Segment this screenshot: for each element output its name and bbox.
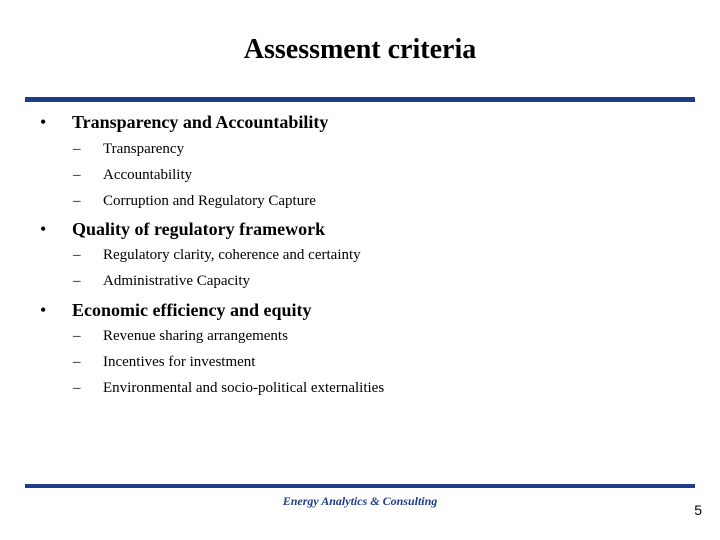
sub-item (73, 245, 361, 265)
dash-marker: – (73, 380, 81, 396)
bullet-heading: Economic efficiency and equity (72, 300, 312, 320)
sub-item-label: Accountability (103, 167, 193, 183)
dash-marker: – (73, 141, 81, 157)
dash-marker: – (73, 247, 81, 263)
sub-item-label: Incentives for investment (103, 354, 256, 370)
top-divider (25, 97, 695, 102)
sub-item (73, 191, 316, 211)
bullet-dot: • (40, 300, 47, 320)
sub-item (73, 271, 250, 291)
sub-item (73, 378, 384, 398)
bullet-heading: Quality of regulatory framework (72, 219, 326, 239)
dash-marker: – (73, 354, 81, 370)
sub-item-label: Revenue sharing arrangements (103, 328, 288, 344)
dash-marker: – (73, 193, 81, 209)
bullet-dot: • (40, 112, 47, 132)
bottom-divider (25, 484, 695, 488)
sub-item-label: Transparency (103, 141, 185, 157)
sub-item (73, 139, 184, 159)
bullet-transparency-accountability (40, 110, 328, 134)
bullet-dot: • (40, 219, 47, 239)
sub-item-label: Corruption and Regulatory Capture (103, 193, 316, 209)
sub-item-label: Administrative Capacity (103, 273, 251, 289)
dash-marker: – (73, 167, 81, 183)
bullet-regulatory-framework (40, 217, 325, 241)
sub-item (73, 326, 288, 346)
page-number: 5 (694, 502, 702, 518)
sub-item-label: Environmental and socio-political externalities (103, 380, 385, 396)
sub-item (73, 352, 255, 372)
slide-title: Assessment criteria (243, 34, 477, 65)
sub-item (73, 165, 192, 185)
bullet-economic-efficiency (40, 298, 311, 322)
footer-brand: Energy Analytics & Consulting (282, 494, 438, 508)
sub-item-label: Regulatory clarity, coherence and certainty (103, 247, 361, 263)
dash-marker: – (73, 328, 81, 344)
bullet-heading: Transparency and Accountability (72, 112, 329, 132)
dash-marker: – (73, 273, 81, 289)
